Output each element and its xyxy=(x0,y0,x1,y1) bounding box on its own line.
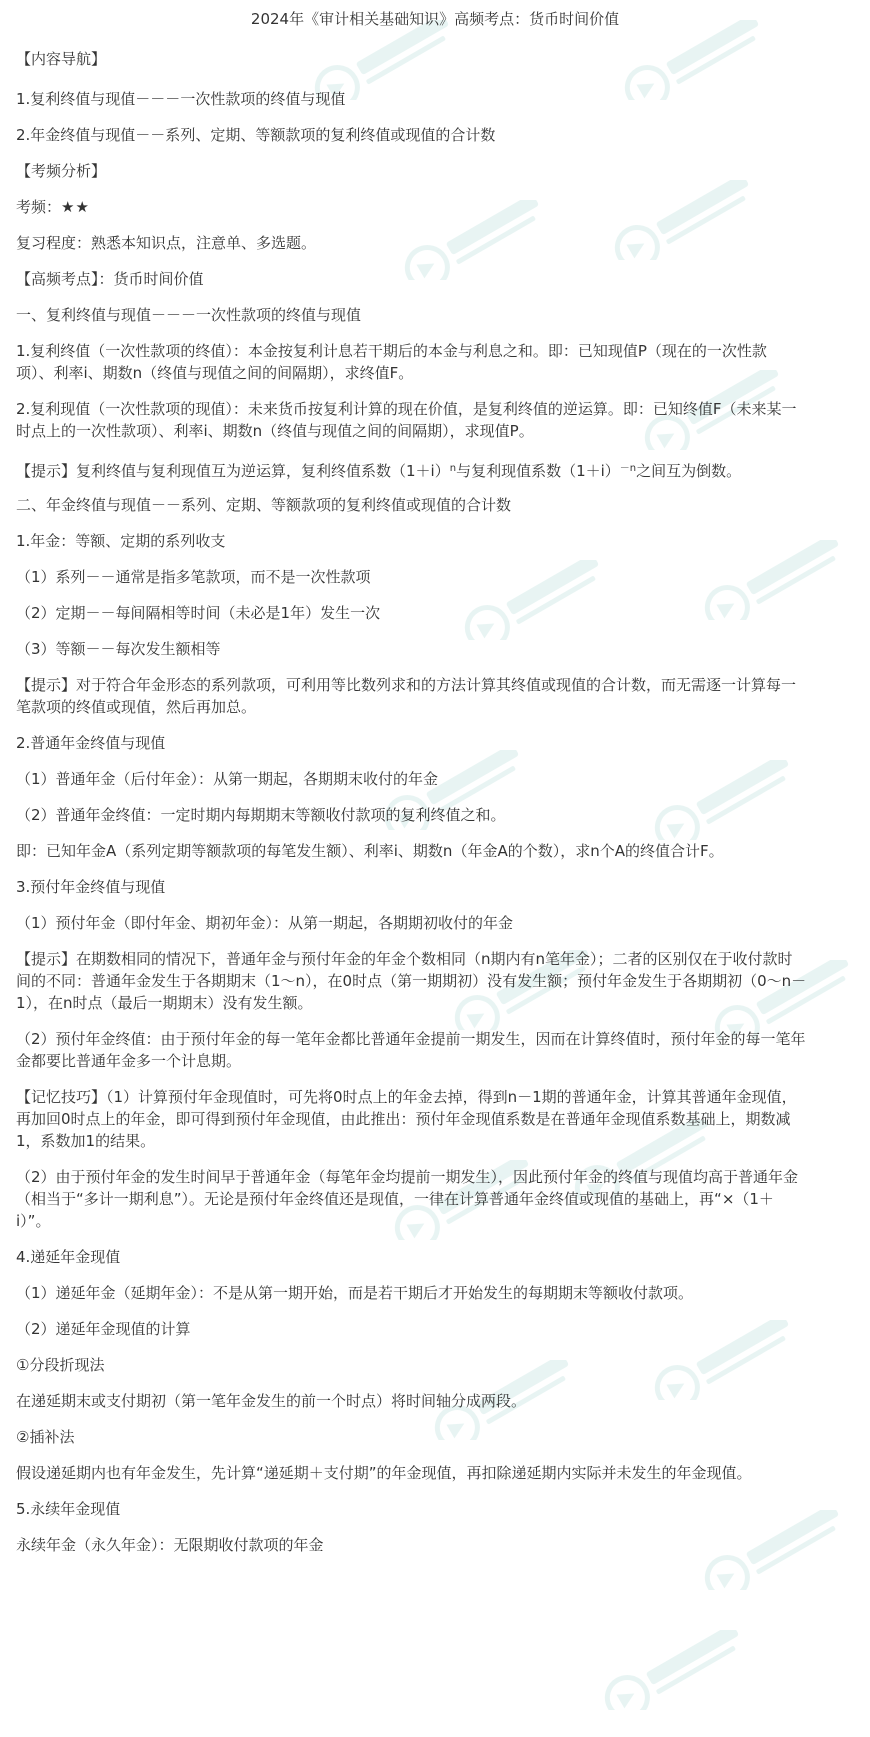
text-line: 1），在n时点（最后一期期末）没有发生额。 xyxy=(16,994,313,1012)
text-line: 1.复利终值与现值－－－一次性款项的终值与现值 xyxy=(16,90,346,108)
text-line: 【提示】在期数相同的情况下，普通年金与预付年金的年金个数相同（n期内有n笔年金）；二者的区别仅在于收付款时 xyxy=(16,950,793,968)
page-title: 2024年《审计相关基础知识》高频考点：货币时间价值 xyxy=(250,10,620,28)
section-heading: 二、年金终值与现值－－系列、定期、等额款项的复利终值或现值的合计数 xyxy=(16,496,512,514)
text-line: 1.复利终值（一次性款项的终值）：本金按复利计息若干期后的本金与利息之和。即：已知现值P（现在的一次性款 xyxy=(16,342,767,360)
text-line: 2.普通年金终值与现值 xyxy=(16,734,166,752)
text-line: 1，系数加1的结果。 xyxy=(16,1132,156,1150)
text-line: 【记忆技巧】（1）计算预付年金现值时，可先将0时点上的年金去掉，得到n－1期的普通年金，计算其普通年金现值， xyxy=(16,1088,797,1106)
section-heading: 5.永续年金现值 xyxy=(16,1500,121,1518)
text-line: 再加回0时点上的年金，即可得到预付年金现值，由此推出：预付年金现值系数是在普通年金现值系数基础上，期数减 xyxy=(16,1110,791,1128)
text-line: （2）由于预付年金的发生时间早于普通年金（每笔年金均提前一期发生），因此预付年金的终值与现值均高于普通年金 xyxy=(16,1168,799,1186)
text-line: 1.年金：等额、定期的系列收支 xyxy=(16,532,226,550)
text-line: ②插补法 xyxy=(16,1428,75,1446)
text-line: 【提示】对于符合年金形态的系列款项，可利用等比数列求和的方法计算其终值或现值的合计数，而无需逐一计算每一 xyxy=(16,676,797,694)
text-line: （1）系列－－通常是指多笔款项，而不是一次性款项 xyxy=(16,568,371,586)
text-line: 假设递延期内也有年金发生，先计算“递延期＋支付期”的年金现值，再扣除递延期内实际并未发生的年金现值。 xyxy=(16,1464,752,1482)
text-line: （相当于“多计一期利息”）。无论是预付年金终值还是现值，一律在计算普通年金终值或现值的基础上，再“×（1＋ xyxy=(16,1190,774,1208)
star-rating: ★★ xyxy=(61,198,90,216)
section-heading: 【高频考点】：货币时间价值 xyxy=(16,270,204,288)
frequency-line xyxy=(16,196,854,218)
text-line: 2.年金终值与现值－－系列、定期、等额款项的复利终值或现值的合计数 xyxy=(16,126,496,144)
text-line: 时点上的一次性款项）、利率i、期数n（终值与现值之间的间隔期），求现值P。 xyxy=(16,422,534,440)
text-line: 金都要比普通年金多一个计息期。 xyxy=(16,1052,242,1070)
text-line: （1）普通年金（后付年金）：从第一期起，各期期末收付的年金 xyxy=(16,770,439,788)
text-line: i）”。 xyxy=(16,1212,51,1230)
text-line: 2.复利现值（一次性款项的现值）：未来货币按复利计算的现在价值，是复利终值的逆运算。即：已知终值F（未来某一 xyxy=(16,400,797,418)
section-heading: 一、复利终值与现值－－－一次性款项的终值与现值 xyxy=(16,306,362,324)
text-line: 永续年金（永久年金）：无限期收付款项的年金 xyxy=(16,1536,324,1554)
text-line: （2）普通年金终值：一定时期内每期期末等额收付款项的复利终值之和。 xyxy=(16,806,506,824)
text-line: 即：已知年金A（系列定期等额款项的每笔发生额）、利率i、期数n（年金A的个数），求n个A的终值合计F。 xyxy=(16,842,724,860)
section-heading: 4.递延年金现值 xyxy=(16,1248,121,1266)
tip-text: 【提示】复利终值与复利现值互为逆运算，复利终值系数（1＋i） xyxy=(16,462,450,480)
watermark-logo xyxy=(590,1630,760,1710)
text-line: （2）递延年金现值的计算 xyxy=(16,1320,191,1338)
text-line: 复习程度：熟悉本知识点，注意单、多选题。 xyxy=(16,234,317,252)
section-heading: 【内容导航】 xyxy=(16,50,107,68)
superscript: n xyxy=(449,463,457,474)
text-line: 笔款项的终值或现值，然后再加总。 xyxy=(16,698,257,716)
tip-line xyxy=(16,458,854,482)
text-line: （2）定期－－每间隔相等时间（未必是1年）发生一次 xyxy=(16,604,381,622)
tip-text: 之间互为倒数。 xyxy=(636,462,742,480)
text-line: 项）、利率i、期数n（终值与现值之间的间隔期），求终值F。 xyxy=(16,364,414,382)
text-line: 在递延期末或支付期初（第一笔年金发生的前一个时点）将时间轴分成两段。 xyxy=(16,1392,527,1410)
frequency-label: 考频： xyxy=(16,198,62,216)
text-line: 3.预付年金终值与现值 xyxy=(16,878,166,896)
text-line: （2）预付年金终值：由于预付年金的每一笔年金都比普通年金提前一期发生，因而在计算终值时，预付年金的每一笔年 xyxy=(16,1030,806,1048)
text-line: （1）预付年金（即付年金、期初年金）：从第一期起，各期期初收付的年金 xyxy=(16,914,514,932)
section-heading: 【考频分析】 xyxy=(16,162,107,180)
superscript: －n xyxy=(619,463,637,474)
text-line: （1）递延年金（延期年金）：不是从第一期开始，而是若干期后才开始发生的每期期末等额收付款项。 xyxy=(16,1284,694,1302)
text-line: ①分段折现法 xyxy=(16,1356,105,1374)
tip-text: 与复利现值系数（1＋i） xyxy=(456,462,620,480)
text-line: （3）等额－－每次发生额相等 xyxy=(16,640,221,658)
text-line: 间的不同：普通年金发生于各期期末（1～n），在0时点（第一期期初）没有发生额；预付年金发生于各期期初（0～n－ xyxy=(16,972,807,990)
